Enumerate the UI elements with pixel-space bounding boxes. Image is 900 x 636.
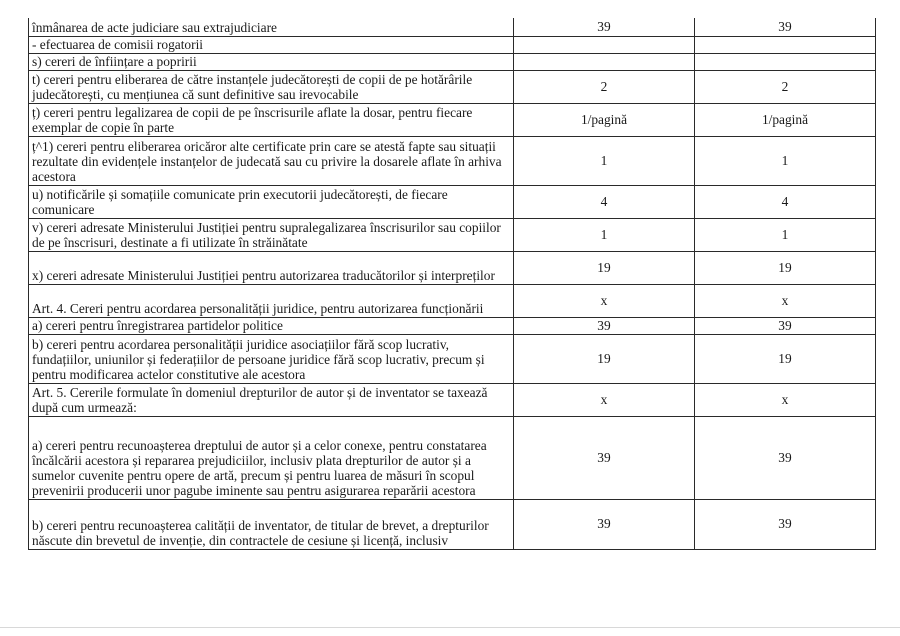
row-value-col2 bbox=[695, 53, 876, 70]
row-value-col1: 39 bbox=[514, 317, 695, 334]
table-row bbox=[29, 251, 876, 284]
row-value-col1: 1/pagină bbox=[514, 103, 695, 136]
table-row bbox=[29, 334, 876, 383]
row-value-col1: 19 bbox=[514, 334, 695, 383]
row-value-col1: 2 bbox=[514, 70, 695, 103]
table-row bbox=[29, 317, 876, 334]
row-description: x) cereri adresate Ministerului Justiției pentru autorizarea traducătorilor și interpreților bbox=[29, 251, 514, 284]
table-row bbox=[29, 18, 876, 36]
row-description: a) cereri pentru înregistrarea partidelor politice bbox=[29, 317, 514, 334]
row-value-col2: 1 bbox=[695, 136, 876, 185]
row-value-col1 bbox=[514, 36, 695, 53]
row-value-col2: x bbox=[695, 383, 876, 416]
page-bottom-edge bbox=[0, 627, 900, 628]
row-description: s) cereri de înființare a popririi bbox=[29, 53, 514, 70]
table-row bbox=[29, 185, 876, 218]
row-value-col1: 4 bbox=[514, 185, 695, 218]
row-value-col2 bbox=[695, 36, 876, 53]
row-description: b) cereri pentru acordarea personalității juridice asociațiilor fără scop lucrativ, fundațiilor, uniunilor și federațiilor de persoane juridice fără scop lucrativ, precum și pentru modificarea actelor constitutive ale acestora bbox=[29, 334, 514, 383]
row-value-col2: 39 bbox=[695, 18, 876, 36]
row-value-col1: 1 bbox=[514, 136, 695, 185]
table-row bbox=[29, 383, 876, 416]
table-row bbox=[29, 36, 876, 53]
fee-table bbox=[28, 18, 876, 550]
row-value-col2: x bbox=[695, 284, 876, 317]
row-description: a) cereri pentru recunoașterea dreptului de autor și a celor conexe, pentru constatarea încălcării acestora și repararea prejudiciilor, inclusiv plata drepturilor de autor și a sumelor cuvenite pentru opere de artă, precum și pentru luarea de măsuri în scopul prevenirii producerii unor pagube iminente sau pentru asigurarea reparării acestora bbox=[29, 416, 514, 499]
row-value-col1: 19 bbox=[514, 251, 695, 284]
table-row bbox=[29, 103, 876, 136]
row-description: ț) cereri pentru legalizarea de copii de pe înscrisurile aflate la dosar, pentru fiecare exemplar de copie în parte bbox=[29, 103, 514, 136]
table-row bbox=[29, 53, 876, 70]
table-row bbox=[29, 416, 876, 499]
row-value-col1 bbox=[514, 53, 695, 70]
row-description: u) notificările și somațiile comunicate prin executorii judecătorești, de fiecare comunicare bbox=[29, 185, 514, 218]
row-description: v) cereri adresate Ministerului Justiției pentru supralegalizarea înscrisurilor sau copiilor de pe înscrisuri, destinate a fi utilizate în străinătate bbox=[29, 218, 514, 251]
row-description: - efectuarea de comisii rogatorii bbox=[29, 36, 514, 53]
row-description: t) cereri pentru eliberarea de către instanțele judecătorești de copii de pe hotărârile judecătorești, cu mențiunea că sunt definitive sau irevocabile bbox=[29, 70, 514, 103]
row-value-col2: 1/pagină bbox=[695, 103, 876, 136]
row-value-col1: 39 bbox=[514, 18, 695, 36]
table-row bbox=[29, 499, 876, 549]
table-row bbox=[29, 70, 876, 103]
table-row bbox=[29, 136, 876, 185]
table-row bbox=[29, 218, 876, 251]
row-value-col2: 39 bbox=[695, 499, 876, 549]
row-description: înmânarea de acte judiciare sau extrajudiciare bbox=[29, 18, 514, 36]
row-value-col2: 1 bbox=[695, 218, 876, 251]
table-row bbox=[29, 284, 876, 317]
row-description: b) cereri pentru recunoașterea calității de inventator, de titular de brevet, a drepturilor născute din brevetul de invenție, din contractele de cesiune și licență, inclusiv bbox=[29, 499, 514, 549]
row-value-col1: 39 bbox=[514, 499, 695, 549]
row-value-col2: 2 bbox=[695, 70, 876, 103]
row-value-col1: x bbox=[514, 383, 695, 416]
row-description: Art. 5. Cererile formulate în domeniul drepturilor de autor și de inventator se taxează după cum urmează: bbox=[29, 383, 514, 416]
row-value-col2: 4 bbox=[695, 185, 876, 218]
row-value-col1: x bbox=[514, 284, 695, 317]
row-value-col2: 19 bbox=[695, 251, 876, 284]
row-value-col2: 19 bbox=[695, 334, 876, 383]
row-value-col2: 39 bbox=[695, 416, 876, 499]
row-value-col1: 1 bbox=[514, 218, 695, 251]
row-description: ț^1) cereri pentru eliberarea oricăror alte certificate prin care se atestă fapte sau situații rezultate din evidențele instanțelor de judecată sau cu privire la dosarele aflate în arhiva acestora bbox=[29, 136, 514, 185]
row-value-col2: 39 bbox=[695, 317, 876, 334]
row-description: Art. 4. Cereri pentru acordarea personalității juridice, pentru autorizarea funcționării bbox=[29, 284, 514, 317]
row-value-col1: 39 bbox=[514, 416, 695, 499]
document-page bbox=[28, 18, 870, 550]
